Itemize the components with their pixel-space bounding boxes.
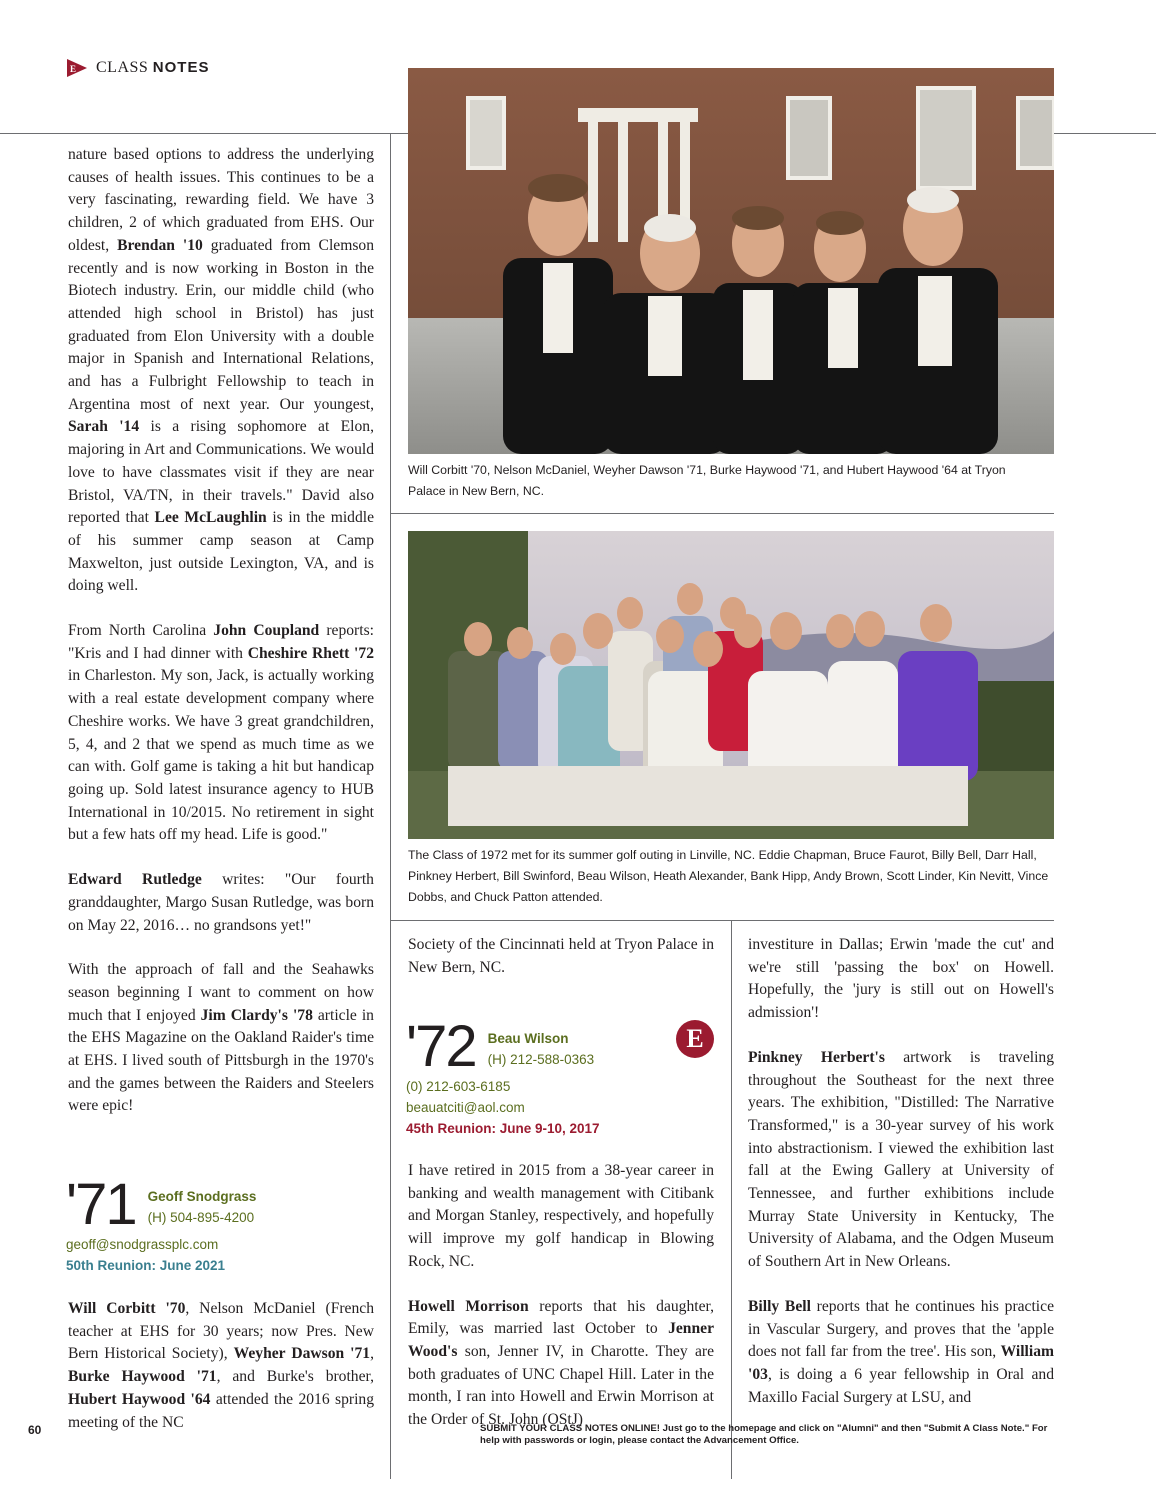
reunion-date: 45th Reunion: June 9-10, 2017: [406, 1121, 600, 1136]
middle-column-top: [408, 934, 714, 1001]
paragraph: I have retired in 2015 from a 38-year career in banking and wealth management with Citibank and Morgan Stanley, respectively, and hopefully will improve my golf handicap in Blowing Rock, NC.: [408, 1162, 714, 1270]
class-agent-phone: (H) 212-588-0363: [487, 1052, 595, 1067]
paragraph: nature based options to address the underlying causes of health issues. This continues to be a very fascinating, rewarding field. We have 3 children, 2 of which graduated from EHS. Our oldest, Brendan '10 graduated from Clemson recently and is now working in Boston in the Biotech industry. Erin, our middle child (who attended high school in Bristol) has just graduated from Elon University with a double major in Spanish and International Relations, and has a Fulbright Fellowship to teach in Argentina most of next year. Our youngest, Sarah '14 is a rising sophomore at Elon, majoring in Art and Communications. We would love to have classmates visit if they are near Bristol, VA/TN, in their travels." David also reported that Lee McLaughlin is in the middle of his summer camp season at Camp Maxwelton, just outside Lexington, VA, and is doing well.: [68, 146, 375, 595]
class-year: '71: [66, 1172, 136, 1237]
paragraph: With the approach of fall and the Seahawks season beginning I want to comment on how much that I enjoyed Jim Clardy's '78 article in the EHS Magazine on the Oakland Raider's time at EHS. I lived south of Pittsburgh in the 1970's and the games between the Raiders and Steelers were epic!: [68, 961, 374, 1115]
photo-class-1972-golf: [408, 531, 1054, 839]
section-header: [66, 58, 209, 78]
page-number: 60: [28, 1423, 42, 1437]
header-rule-left: [0, 133, 408, 134]
class-agent-phone: (0) 212-603-6185: [406, 1079, 511, 1094]
class-agent-phone: (H) 504-895-4200: [147, 1210, 255, 1225]
section-label: CLASS NOTES: [96, 59, 210, 76]
column-rule: [390, 513, 391, 1479]
paragraph: Will Corbitt '70, Nelson McDaniel (French teacher at EHS for 30 years; now Pres. New Bern Historical Society), Weyher Dawson '71, Burke Haywood '71, and Burke's brother, Hubert Haywood '64 attended the 2016 spring meeting of the NC: [68, 1300, 375, 1431]
photo-caption: The Class of 1972 met for its summer golf outing in Linville, NC. Eddie Chapman, Bruce Faurot, Billy Bell, Darr Hall, Pinkney Herbert, Bill Swinford, Beau Wilson, Heath Alexander, Bank Hipp, Andy Brown, Scott Linder, Kin Nevitt, Vince Dobbs, and Chuck Patton attended.: [408, 848, 1049, 904]
paragraph: Society of the Cincinnati held at Tryon Palace in New Bern, NC.: [408, 936, 714, 976]
divider: [390, 920, 1054, 921]
column-rule: [731, 920, 732, 1479]
svg-text:E: E: [70, 64, 77, 74]
photo-tryon-palace: [408, 68, 1054, 454]
right-column: [748, 934, 1054, 1431]
paragraph: From North Carolina John Coupland reports: "Kris and I had dinner with Cheshire Rhett '72 in Charleston. My son, Jack, is actually working with a real estate development company where Cheshire works. We have 3 great grandchildren, 5, 4, and 2 that we spend as much time as we can with. Golf game is taking a hit but handicap going up. Sold latest insurance agency to HUB International in 10/2015. No retirement in sight but a few hats off my head. Life is good.": [68, 622, 374, 844]
class-year: '72: [406, 1014, 476, 1079]
left-column: [68, 144, 374, 1140]
class-agent-email[interactable]: beauatciti@aol.com: [406, 1100, 525, 1115]
header-rule-right: [1054, 133, 1156, 134]
class-agent-name: Geoff Snodgrass: [147, 1189, 257, 1204]
paragraph: Pinkney Herbert's artwork is traveling throughout the Southeast for the next three years. The exhibition, "Distilled: The Narrative Transformed," is a 30-year survey of his work into abstractionism. I viewed the exhibition last fall at the Ewing Gallery at University of Tennessee, and further exhibitions include Murray State University in Kentucky, The University of Alabama, and the Odgen Museum of Southern Art in New Orleans.: [748, 1048, 1055, 1271]
middle-column-body: [408, 1160, 714, 1454]
column-rule: [390, 133, 391, 513]
paragraph: Edward Rutledge writes: "Our fourth granddaughter, Margo Susan Rutledge, was born on May 22, 2016… no grandsons yet!": [68, 871, 374, 934]
photo-caption: Will Corbitt '70, Nelson McDaniel, Weyher Dawson '71, Burke Haywood '71, and Hubert Haywood '64 at Tryon Palace in New Bern, NC.: [408, 463, 1006, 498]
ehs-flag-icon: [66, 58, 88, 78]
divider: [390, 513, 1054, 514]
class-agent-email[interactable]: geoff@snodgrassplc.com: [66, 1237, 219, 1252]
class-agent-name: Beau Wilson: [487, 1031, 569, 1046]
paragraph: investiture in Dallas; Erwin 'made the cut' and we're still 'passing the box' on Howell. Hopefully, the 'jury is still out on Howell's admission'!: [748, 936, 1054, 1022]
paragraph: Billy Bell reports that he continues his practice in Vascular Surgery, and proves that the 'apple does not fall far from the tree'. His son, William '03, is doing a 6 year fellowship in Oral and Maxillo Facial Surgery at LSU, and: [748, 1297, 1054, 1406]
paragraph: Howell Morrison reports that his daughter, Emily, was married last October to Jenner Wood's son, Jenner IV, in Charotte. They are both graduates of UNC Chapel Hill. Later in the month, I ran into Howell and Erwin Morrison at the Order of St. John (OStJ): [408, 1297, 714, 1429]
reunion-date: 50th Reunion: June 2021: [66, 1258, 226, 1273]
class-72-block: [406, 1014, 716, 1139]
class-71-block: [66, 1172, 376, 1276]
ehs-badge-icon: E: [676, 1020, 714, 1058]
submit-notes-cta: SUBMIT YOUR CLASS NOTES ONLINE! Just go to the homepage and click on "Alumni" and then "Submit A Class Note." For help with passwords or login, please contact the Advancement Office.: [480, 1423, 1048, 1446]
left-column-continued: [68, 1298, 374, 1456]
